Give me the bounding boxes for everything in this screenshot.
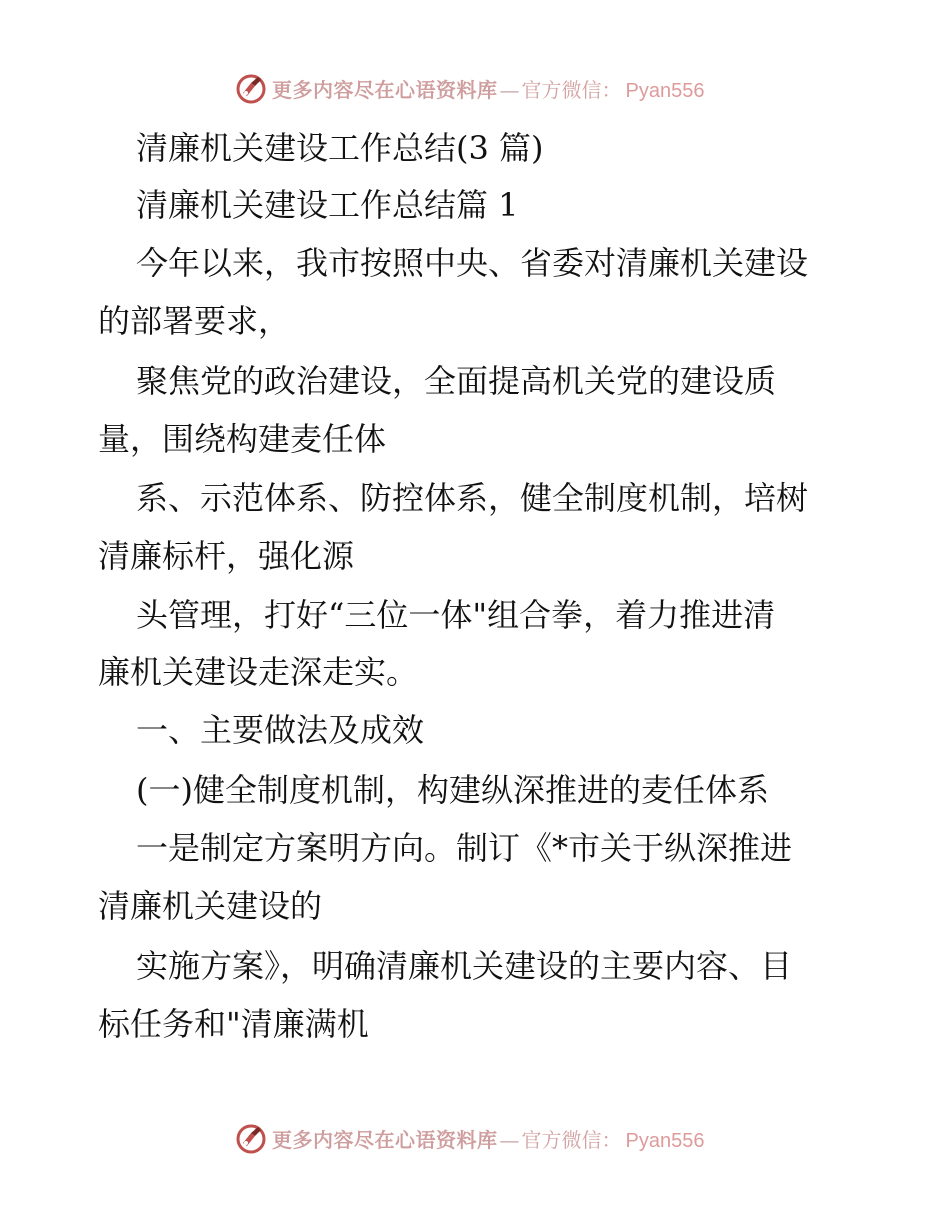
paragraph-line: 的部署要求，: [98, 302, 291, 340]
paragraph-line: 聚焦党的政治建设，全面提高机关党的建设质: [136, 362, 777, 400]
paragraph-line: 实施方案》，明确清廉机关建设的主要内容、目: [136, 947, 793, 985]
watermark-banner-bottom: [0, 1120, 950, 1160]
paragraph-line: 清廉标杆，强化源: [98, 537, 355, 575]
pen-logo-icon: [234, 1122, 268, 1156]
section-heading: 清廉机关建设工作总结篇 1: [136, 186, 519, 224]
paragraph-line: 廉机关建设走深走实。: [98, 653, 419, 691]
watermark-separator: —: [499, 1128, 520, 1152]
watermark-wechat-id: Pyan556: [625, 80, 705, 102]
pen-logo-icon: [234, 72, 268, 106]
paragraph-line: 标任务和"清廉满机: [98, 1005, 369, 1043]
watermark-main-text: 更多内容尽在心语资料库: [272, 1128, 498, 1152]
subsection-heading: (一)健全制度机制，构建纵深推进的麦任体系: [136, 771, 769, 809]
paragraph-line: 一是制定方案明方向。制订《*市关于纵深推进: [136, 829, 793, 867]
watermark-separator: —: [499, 78, 520, 102]
section-heading: 一、主要做法及成效: [136, 711, 425, 749]
watermark-wechat-label: 官方微信：: [521, 1128, 622, 1152]
doc-title: 清廉机关建设工作总结(3 篇): [136, 129, 544, 167]
paragraph-line: 头管理，打好“三位一体"组合拳，着力推进清: [136, 596, 776, 634]
paragraph-line: 量，围绕构建麦任体: [98, 420, 387, 458]
watermark-text: [272, 78, 704, 103]
paragraph-line: 今年以来，我市按照中央、省委对清廉机关建设: [136, 244, 809, 282]
watermark-wechat-id: Pyan556: [625, 1130, 705, 1152]
watermark-wechat-label: 官方微信：: [521, 78, 622, 102]
watermark-text: [272, 1128, 704, 1153]
watermark-main-text: 更多内容尽在心语资料库: [272, 78, 498, 102]
paragraph-line: 清廉机关建设的: [98, 887, 323, 925]
watermark-banner-top: [0, 70, 950, 110]
paragraph-line: 系、示范体系、防控体系，健全制度机制，培树: [136, 479, 809, 517]
